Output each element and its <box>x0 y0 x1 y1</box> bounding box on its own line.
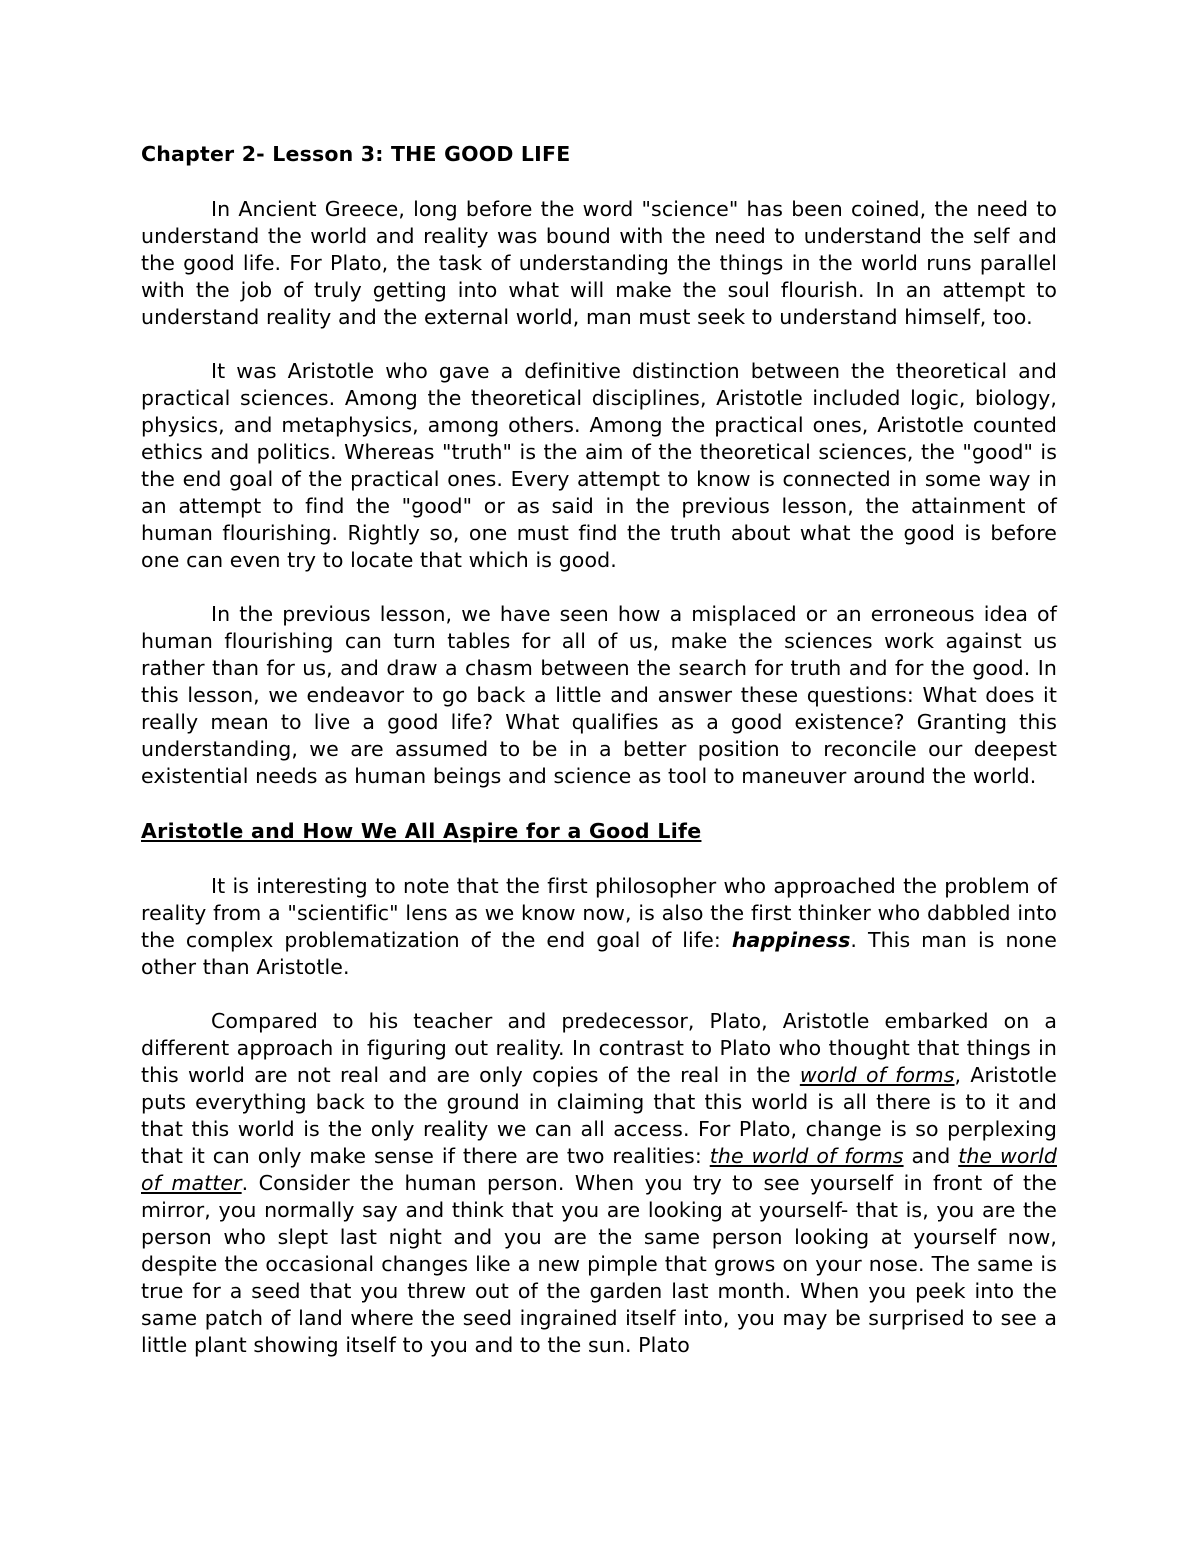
paragraph-first-philosopher <box>141 873 1057 981</box>
paragraph-plato-comparison <box>141 1008 1057 1359</box>
term-the-world-of-forms: the world of forms <box>709 1144 904 1168</box>
paragraph-previous-lesson: In the previous lesson, we have seen how a misplaced or an erroneous idea of human flourishing can turn tables for all of us, make the sciences work against us rather than for us, and draw a chasm between the search for truth and for the good. In this lesson, we endeavor to go back a little and answer these questions: What does it really mean to live a good life? What qualifies as a good existence? Granting this understanding, we are assumed to be in a better position to reconcile our deepest existential needs as human beings and science as tool to maneuver around the world. <box>141 602 1057 788</box>
p5-part2: , Aristotle puts everything back to the ground in claiming that this world is all there is to it and that this world is the only reality we can all access. For Plato, change is so perplexing that it can only make sense if there are two realities: <box>141 1063 1058 1168</box>
p5-part3: and <box>903 1144 959 1168</box>
paragraph-ancient-greece: In Ancient Greece, long before the word "science" has been coined, the need to understand the world and reality was bound with the need to understand the self and the good life. For Plato, the task of understanding the things in the world runs parallel with the job of truly getting into what will make the soul flourish. In an attempt to understand reality and the external world, man must seek to understand himself, too. <box>141 197 1057 329</box>
p4-text-before: It is interesting to note that the first philosopher who approached the problem of reality from a "scientific" lens as we know now, is also the first thinker who dabbled into the complex problematization of the end goal of life: <box>141 874 1057 952</box>
section-heading: Aristotle and How We All Aspire for a Good Life <box>141 819 702 843</box>
emphasis-happiness: happiness <box>731 928 851 952</box>
document-page <box>141 128 1057 1359</box>
page-title: Chapter 2- Lesson 3: THE GOOD LIFE <box>141 142 571 166</box>
p5-part4: . Consider the human person. When you try to see yourself in front of the mirror, you normally say and think that you are looking at yourself- that is, you are the person who slept last night and you are the same person looking at yourself now, despite the occasional changes like a new pimple that grows on your nose. The same is true for a seed that you threw out of the garden last month. When you peek into the same patch of land where the seed ingrained itself into, you may be surprised to see a little plant showing itself to you and to the sun. Plato <box>141 1171 1057 1357</box>
p4-text-after: . This man is none other than Aristotle. <box>141 928 1057 979</box>
p5-part1: Compared to his teacher and predecessor, Plato, Aristotle embarked on a different approach in figuring out reality. In contrast to Plato who thought that things in this world are not real and are only copies of the real in the <box>141 1009 1057 1087</box>
paragraph-aristotle-distinction: It was Aristotle who gave a definitive distinction between the theoretical and practical sciences. Among the theoretical disciplines, Aristotle included logic, biology, physics, and metaphysics, among others. Among the practical ones, Aristotle counted ethics and politics. Whereas "truth" is the aim of the theoretical sciences, the "good" is the end goal of the practical ones. Every attempt to know is connected in some way in an attempt to find the "good" or as said in the previous lesson, the attainment of human flourishing. Rightly so, one must find the truth about what the good is before one can even try to locate that which is good. <box>141 359 1057 572</box>
term-world-of-forms: world of forms <box>799 1063 955 1087</box>
term-the-world-of-matter: the world of matter <box>141 1144 1057 1195</box>
